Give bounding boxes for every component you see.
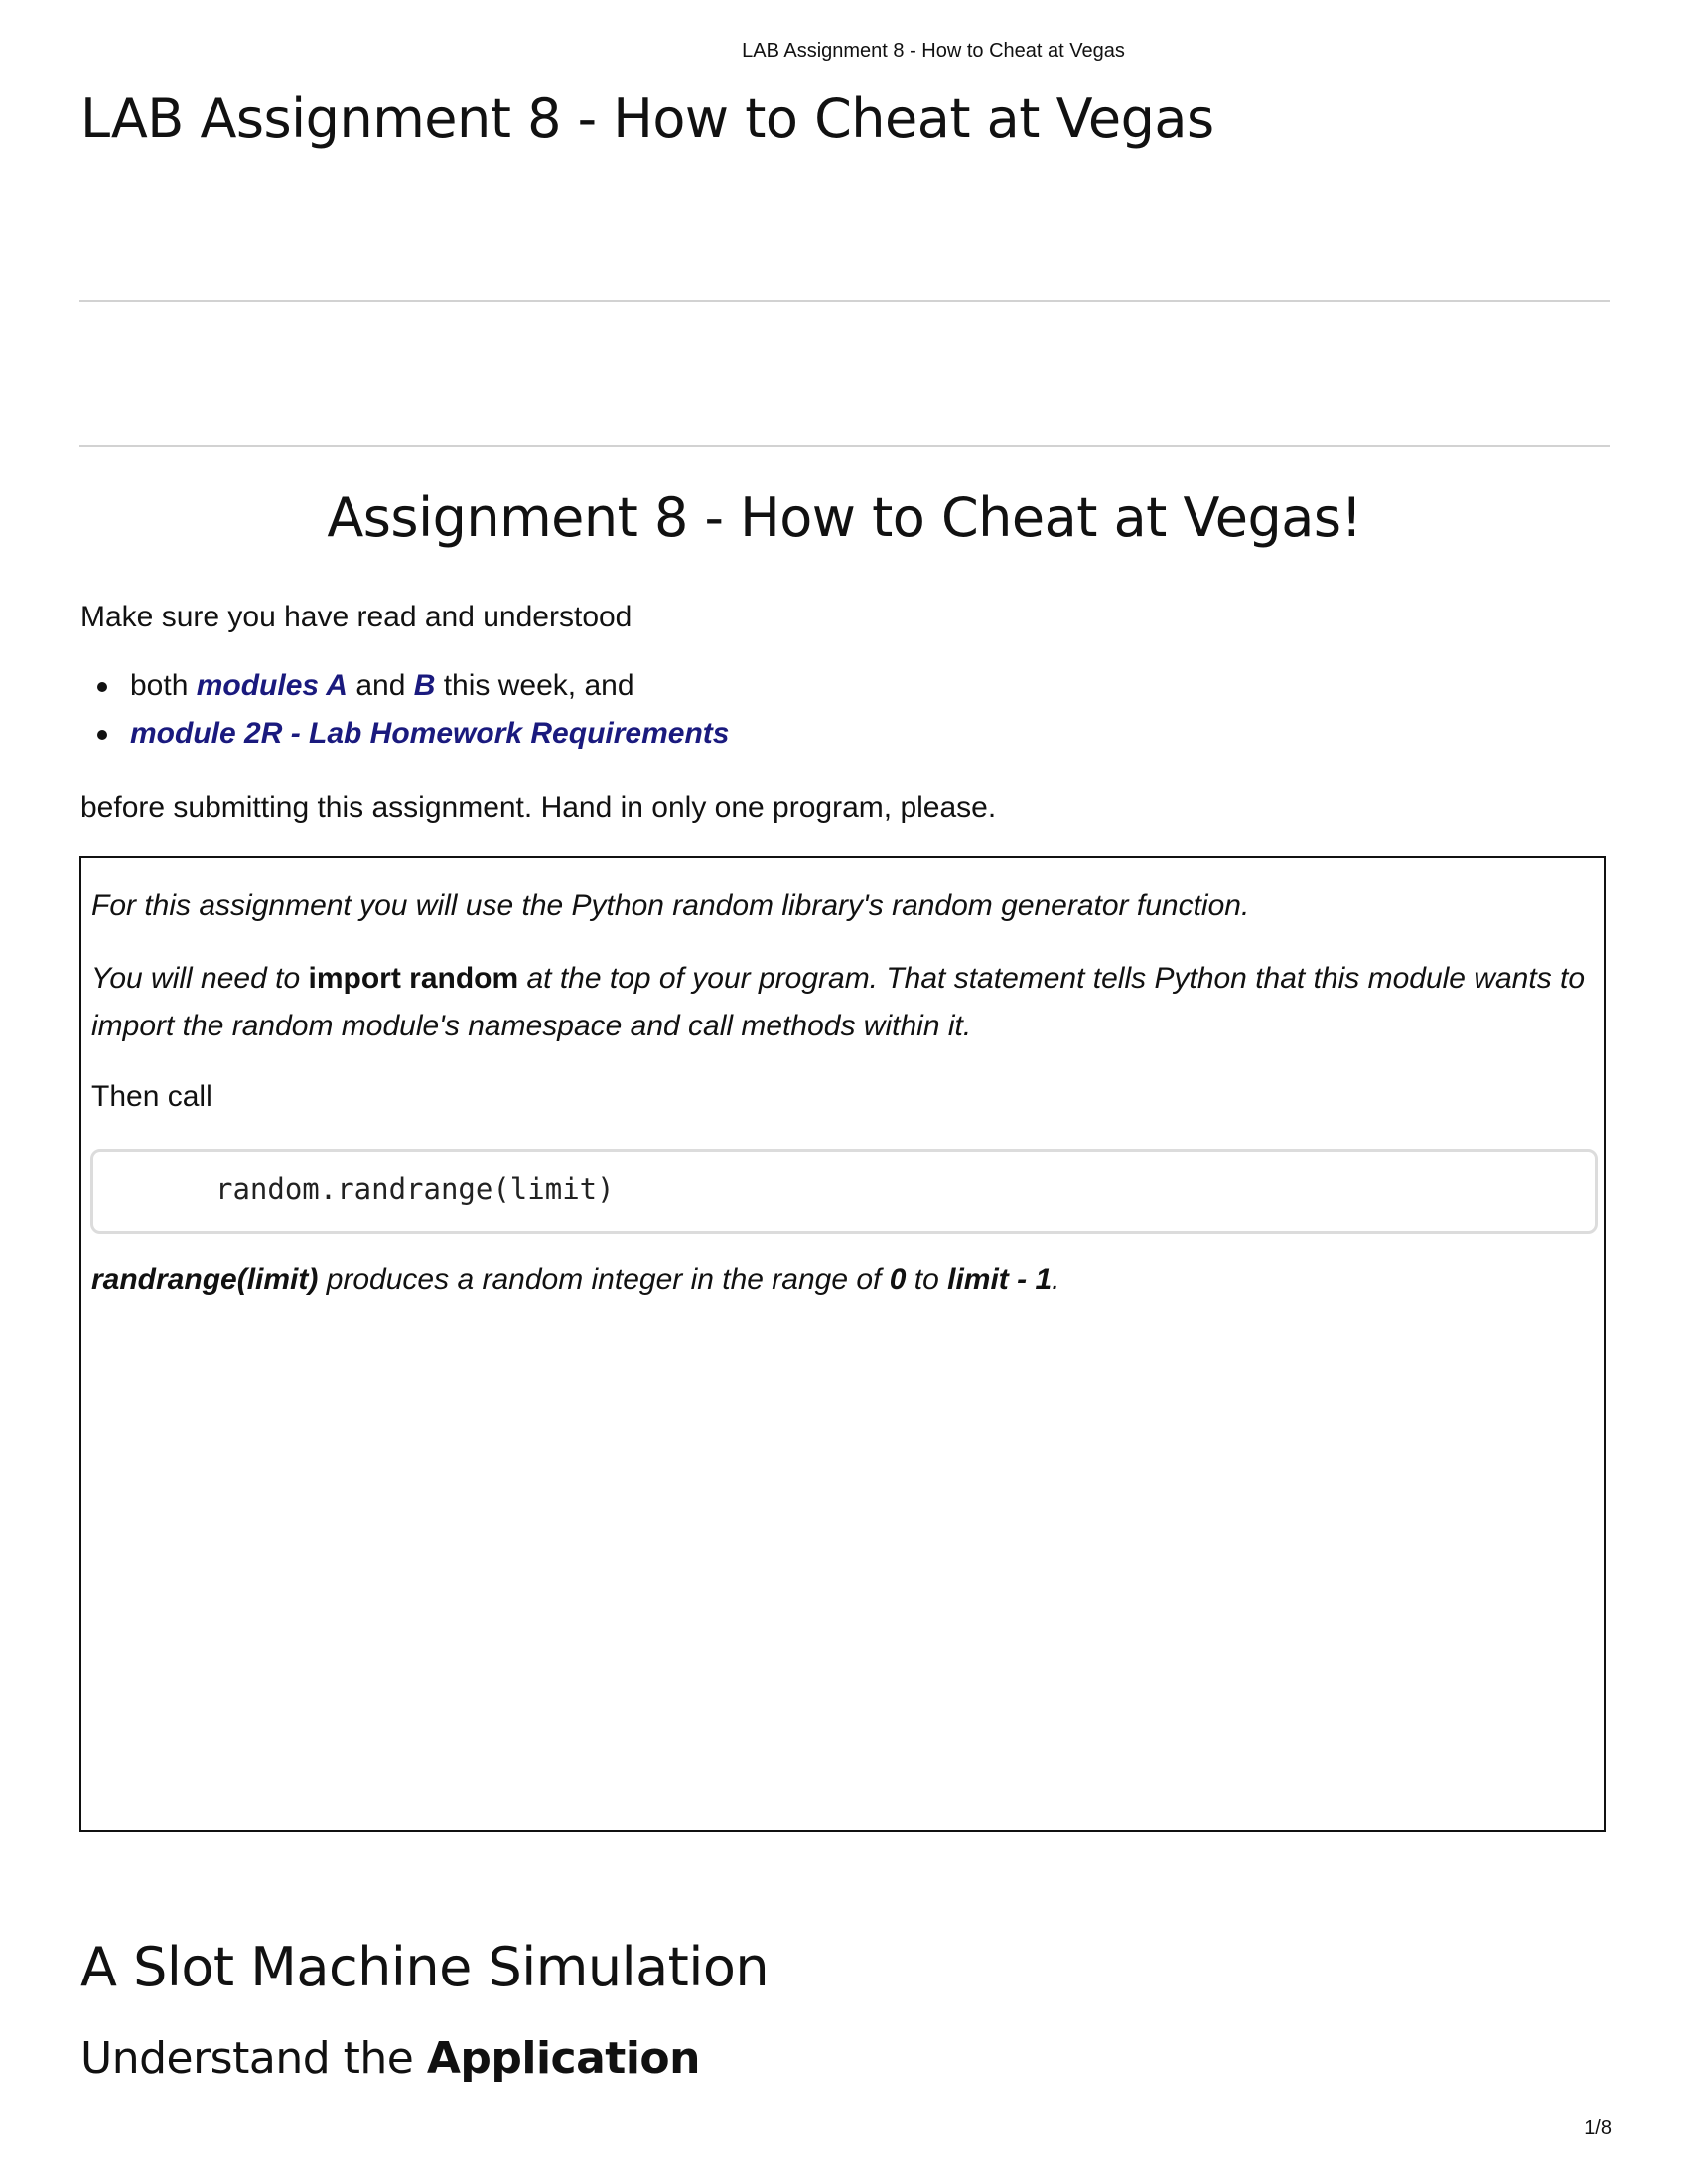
note-paragraph: Then call [91, 1080, 212, 1113]
note-text: at the top of your program. That statement tells Python that this module wants to import the random module's namespace and call methods within it. [91, 962, 1586, 1042]
outro-text: before submitting this assignment. Hand in only one program, please. [80, 791, 997, 824]
module-2r-link[interactable]: module 2R - Lab Homework Requirements [130, 717, 730, 750]
note-text: . [1052, 1263, 1060, 1296]
note-text: produces a random integer in the range of [318, 1263, 890, 1296]
sub-title-text: Understand the [80, 2033, 427, 2084]
page-title: LAB Assignment 8 - How to Cheat at Vegas [80, 87, 1214, 150]
page-number: 1/8 [1584, 2117, 1612, 2139]
code-term: limit - 1 [947, 1263, 1053, 1296]
note-paragraph: For this assignment you will use the Python random library's random generator function. [91, 889, 1250, 922]
note-paragraph [91, 955, 1591, 1050]
code-term: 0 [889, 1263, 907, 1296]
sub-title [80, 2033, 700, 2084]
divider [79, 300, 1610, 302]
list-item [80, 667, 729, 715]
import-statement: import random [308, 962, 519, 995]
modules-a-link[interactable]: modules A [196, 669, 348, 702]
note-text: to [906, 1263, 948, 1296]
list-item-text: and [347, 669, 414, 702]
note-box [79, 856, 1606, 1832]
list-item [80, 715, 729, 762]
divider [79, 445, 1610, 447]
list-item-text: this week, and [435, 669, 634, 702]
print-header: LAB Assignment 8 - How to Cheat at Vegas [742, 40, 1125, 62]
sub-title-bold: Application [426, 2033, 700, 2084]
intro-text: Make sure you have read and understood [80, 601, 633, 633]
note-text: You will need to [91, 962, 309, 995]
section-title: A Slot Machine Simulation [80, 1936, 770, 1998]
assignment-heading: Assignment 8 - How to Cheat at Vegas! [327, 486, 1362, 549]
code-line: random.randrange(limit) [215, 1172, 615, 1206]
code-block [90, 1149, 1598, 1234]
requirements-list [80, 667, 729, 762]
list-item-text: both [130, 669, 197, 702]
note-paragraph [91, 1261, 1591, 1298]
code-term: randrange(limit) [91, 1263, 319, 1296]
module-b-link[interactable]: B [413, 669, 436, 702]
